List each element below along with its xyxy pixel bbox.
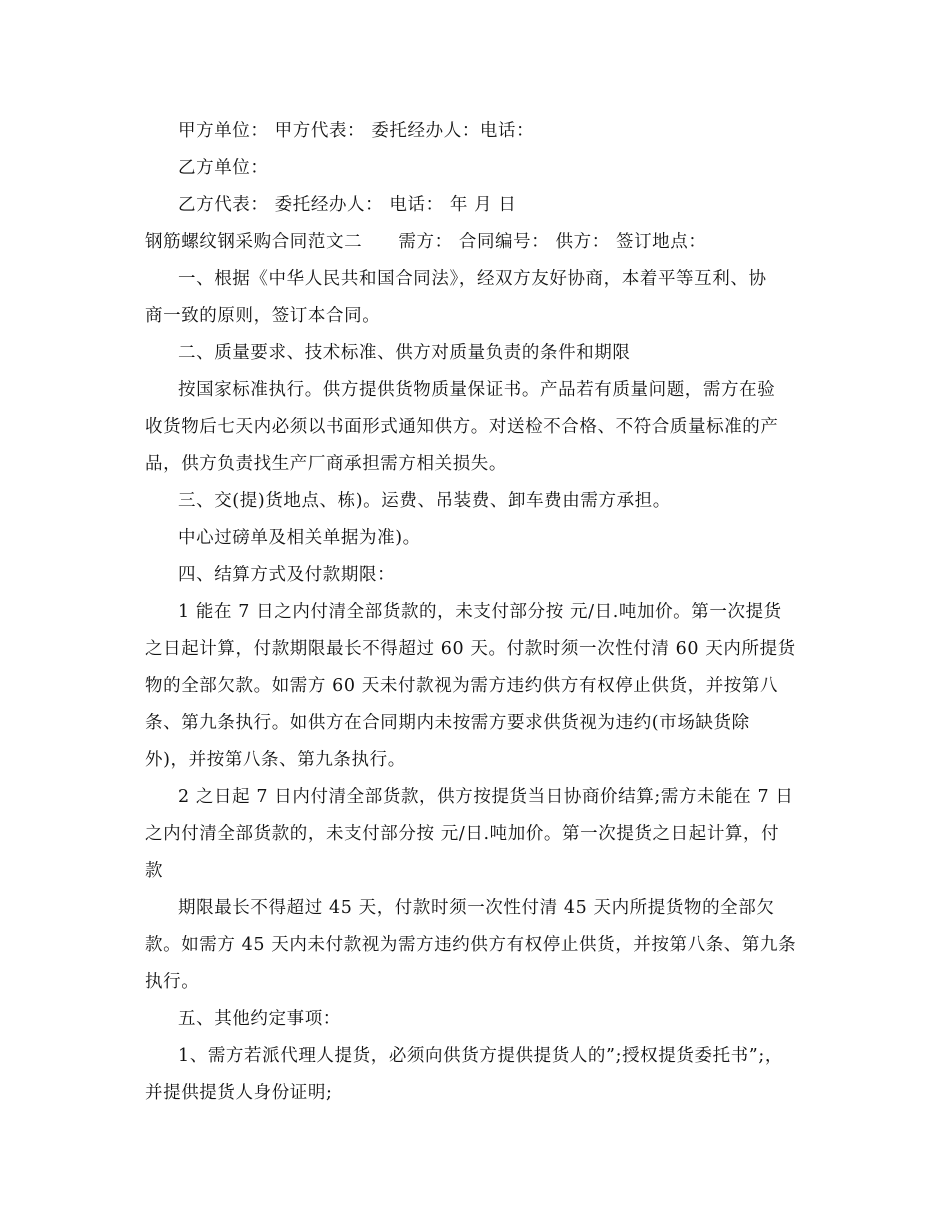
clause-4-1-line-1: 1 能在 7 日之内付清全部货款的，未支付部分按 元/日.吨加价。第一次提货	[178, 602, 782, 622]
clause-4-2-line-1: 2 之日起 7 日内付清全部货款，供方按提货当日协商价结算;需方未能在 7 日	[178, 787, 794, 807]
clause-2-line-2: 收货物后七天内必须以书面形式通知供方。对送检不合格、不符合质量标准的产	[145, 417, 779, 437]
clause-4-2-line-6: 执行。	[145, 972, 200, 992]
clause-4-2-line-4: 期限最长不得超过 45 天，付款时须一次性付清 45 天内所提货物的全部欠	[178, 898, 775, 918]
clause-5-heading: 五、其他约定事项：	[178, 1009, 341, 1029]
contract-title-line: 钢筋螺纹钢采购合同范文二 需方： 合同编号： 供方： 签订地点：	[145, 232, 707, 252]
clause-5-1-line-1: 1、需方若派代理人提货，必须向供货方提供提货人的”;授权提货委托书”;，	[178, 1046, 783, 1066]
clause-4-2-line-3: 款	[145, 861, 164, 881]
clause-4-2-line-2: 之内付清全部货款的，未支付部分按 元/日.吨加价。第一次提货之日起计算，付	[145, 824, 780, 844]
clause-4-1-line-2: 之日起计算，付款期限最长不得超过 60 天。付款时须一次性付清 60 天内所提货	[145, 639, 796, 659]
party-a-info-line: 甲方单位： 甲方代表： 委托经办人：电话：	[178, 121, 535, 141]
clause-4-1-line-3: 物的全部欠款。如需方 60 天未付款视为需方违约供方有权停止供货，并按第八	[145, 676, 779, 696]
clause-3-line-1: 中心过磅单及相关单据为准)。	[178, 528, 421, 548]
party-b-unit-line: 乙方单位：	[178, 158, 269, 178]
clause-3-heading: 三、交(提)货地点、栋)。运费、吊装费、卸车费由需方承担。	[178, 491, 671, 511]
clause-2-heading: 二、质量要求、技术标准、供方对质量负责的条件和期限	[178, 343, 631, 363]
clause-4-1-line-4: 条、第九条执行。如供方在合同期内未按需方要求供货视为违约(市场缺货除	[145, 713, 750, 733]
clause-4-heading: 四、结算方式及付款期限：	[178, 565, 396, 585]
clause-2-line-3: 品，供方负责找生产厂商承担需方相关损失。	[145, 454, 507, 474]
clause-5-1-line-2: 并提供提货人身份证明;	[145, 1083, 333, 1103]
clause-2-line-1: 按国家标准执行。供方提供货物质量保证书。产品若有质量问题，需方在验	[178, 380, 776, 400]
clause-1-line-1: 一、根据《中华人民共和国合同法》，经双方友好协商，本着平等互利、协	[178, 269, 767, 289]
party-b-info-line: 乙方代表： 委托经办人： 电话： 年 月 日	[178, 195, 517, 215]
clause-4-1-line-5: 外)，并按第八条、第九条执行。	[145, 750, 406, 770]
clause-1-line-2: 商一致的原则，签订本合同。	[145, 306, 381, 326]
clause-4-2-line-5: 款。如需方 45 天内未付款视为需方违约供方有权停止供货，并按第八条、第九条	[145, 935, 797, 955]
